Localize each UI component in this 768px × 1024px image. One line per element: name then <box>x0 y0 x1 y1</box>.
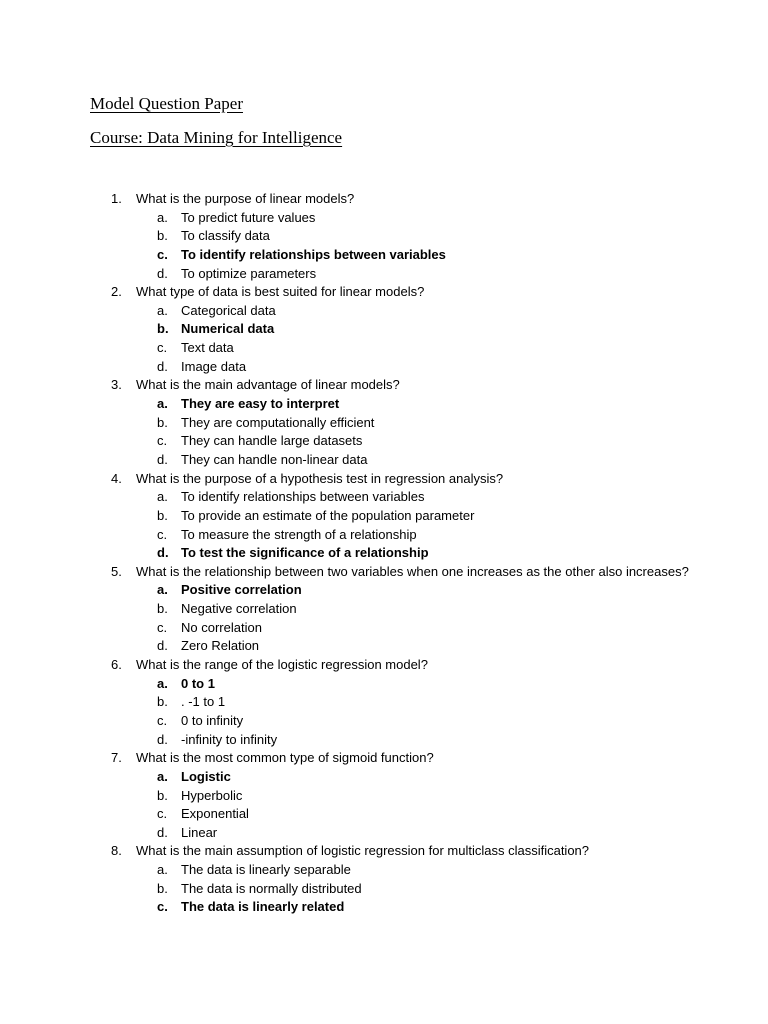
answer-option-correct <box>0 898 768 917</box>
option-text: Linear <box>181 824 218 840</box>
answer-option-correct <box>0 395 768 414</box>
answer-option <box>0 693 768 712</box>
option-text: Positive correlation <box>181 582 302 598</box>
answer-option <box>0 358 768 377</box>
question-number: 7. <box>111 750 122 766</box>
option-letter: a. <box>157 862 168 878</box>
question-6 <box>0 656 768 675</box>
option-text: -infinity to infinity <box>181 731 278 747</box>
option-letter: d. <box>157 824 168 840</box>
answer-option <box>0 451 768 470</box>
option-text: . -1 to 1 <box>181 694 226 710</box>
question-1 <box>0 190 768 209</box>
answer-option-correct <box>0 544 768 563</box>
option-letter: a. <box>157 209 168 225</box>
answer-option <box>0 824 768 843</box>
question-number: 6. <box>111 657 122 673</box>
option-text: Categorical data <box>181 302 276 318</box>
option-letter: c. <box>157 340 168 356</box>
question-text: What is the relationship between two variables when one increases as the other also increases? <box>136 563 689 579</box>
question-text: What is the main assumption of logistic regression for multiclass classification? <box>136 843 590 859</box>
answer-option <box>0 339 768 358</box>
question-text: What is the range of the logistic regression model? <box>136 657 428 673</box>
option-text: They are easy to interpret <box>181 396 340 412</box>
question-number: 2. <box>111 284 122 300</box>
option-text: Logistic <box>181 768 231 784</box>
question-list <box>0 190 768 917</box>
option-letter: b. <box>157 694 168 710</box>
option-text: Negative correlation <box>181 601 297 617</box>
option-text: To identify relationships between variables <box>181 489 425 505</box>
question-5 <box>0 563 768 582</box>
question-text: What is the main advantage of linear models? <box>136 377 400 393</box>
answer-option <box>0 209 768 228</box>
question-8 <box>0 842 768 861</box>
option-text: The data is linearly separable <box>181 862 351 878</box>
option-letter: c. <box>157 433 168 449</box>
answer-option <box>0 432 768 451</box>
question-number: 8. <box>111 843 122 859</box>
option-text: The data is linearly related <box>181 899 345 915</box>
answer-option <box>0 619 768 638</box>
question-4 <box>0 470 768 489</box>
option-text: Numerical data <box>181 321 275 337</box>
answer-option-correct <box>0 768 768 787</box>
option-letter: d. <box>157 638 168 654</box>
question-text: What type of data is best suited for linear models? <box>136 284 425 300</box>
option-text: To provide an estimate of the population parameter <box>181 507 475 523</box>
option-text: 0 to infinity <box>181 712 244 728</box>
question-number: 1. <box>111 191 122 206</box>
answer-option <box>0 805 768 824</box>
answer-option <box>0 507 768 526</box>
answer-option <box>0 526 768 545</box>
option-letter: d. <box>157 451 168 467</box>
option-letter: b. <box>157 601 168 617</box>
answer-option <box>0 880 768 899</box>
answer-option-correct <box>0 675 768 694</box>
option-letter: d. <box>157 265 168 281</box>
answer-option <box>0 712 768 731</box>
option-text: Zero Relation <box>181 638 260 654</box>
answer-option <box>0 414 768 433</box>
option-text: Hyperbolic <box>181 787 243 803</box>
answer-option <box>0 861 768 880</box>
option-letter: d. <box>157 545 169 561</box>
answer-option <box>0 637 768 656</box>
option-text: Image data <box>181 358 247 374</box>
option-text: They can handle large datasets <box>181 433 363 449</box>
option-letter: c. <box>157 712 168 728</box>
option-letter: b. <box>157 880 168 896</box>
question-text: What is the purpose of a hypothesis test in regression analysis? <box>136 470 504 486</box>
option-text: To measure the strength of a relationship <box>181 526 417 542</box>
option-letter: c. <box>157 806 168 822</box>
answer-option <box>0 787 768 806</box>
answer-option <box>0 265 768 284</box>
answer-option-correct <box>0 581 768 600</box>
answer-option <box>0 731 768 750</box>
option-letter: a. <box>157 582 168 598</box>
option-text: Exponential <box>181 806 249 822</box>
question-number: 4. <box>111 470 122 486</box>
option-letter: d. <box>157 358 168 374</box>
question-text: What is the most common type of sigmoid function? <box>136 750 434 766</box>
option-text: 0 to 1 <box>181 675 215 691</box>
option-letter: c. <box>157 899 168 915</box>
option-text: To predict future values <box>181 209 316 225</box>
option-letter: b. <box>157 414 168 430</box>
answer-option <box>0 600 768 619</box>
option-text: To identify relationships between variables <box>181 246 446 262</box>
option-text: No correlation <box>181 619 262 635</box>
option-letter: b. <box>157 507 168 523</box>
option-text: They are computationally efficient <box>181 414 375 430</box>
paper-title: Model Question Paper <box>90 94 243 113</box>
option-text: To optimize parameters <box>181 265 317 281</box>
answer-option <box>0 227 768 246</box>
option-letter: a. <box>157 768 168 784</box>
answer-option-correct <box>0 246 768 265</box>
option-letter: b. <box>157 321 169 337</box>
answer-option <box>0 302 768 321</box>
answer-option-correct <box>0 320 768 339</box>
course-title: Course: Data Mining for Intelligence <box>90 128 343 147</box>
option-letter: c. <box>157 619 168 635</box>
option-letter: a. <box>157 396 168 412</box>
option-text: To test the significance of a relationship <box>181 545 429 561</box>
question-text: What is the purpose of linear models? <box>136 191 355 206</box>
question-7 <box>0 749 768 768</box>
question-number: 3. <box>111 377 122 393</box>
option-text: The data is normally distributed <box>181 880 362 896</box>
option-letter: c. <box>157 246 168 262</box>
question-3 <box>0 376 768 395</box>
option-letter: a. <box>157 675 168 691</box>
option-letter: d. <box>157 731 168 747</box>
option-letter: b. <box>157 228 168 244</box>
option-text: To classify data <box>181 228 270 244</box>
option-text: Text data <box>181 340 234 356</box>
answer-option <box>0 488 768 507</box>
question-number: 5. <box>111 563 122 579</box>
option-letter: a. <box>157 489 168 505</box>
option-letter: b. <box>157 787 168 803</box>
option-letter: a. <box>157 302 168 318</box>
option-text: They can handle non-linear data <box>181 451 368 467</box>
question-2 <box>0 283 768 302</box>
option-letter: c. <box>157 526 168 542</box>
